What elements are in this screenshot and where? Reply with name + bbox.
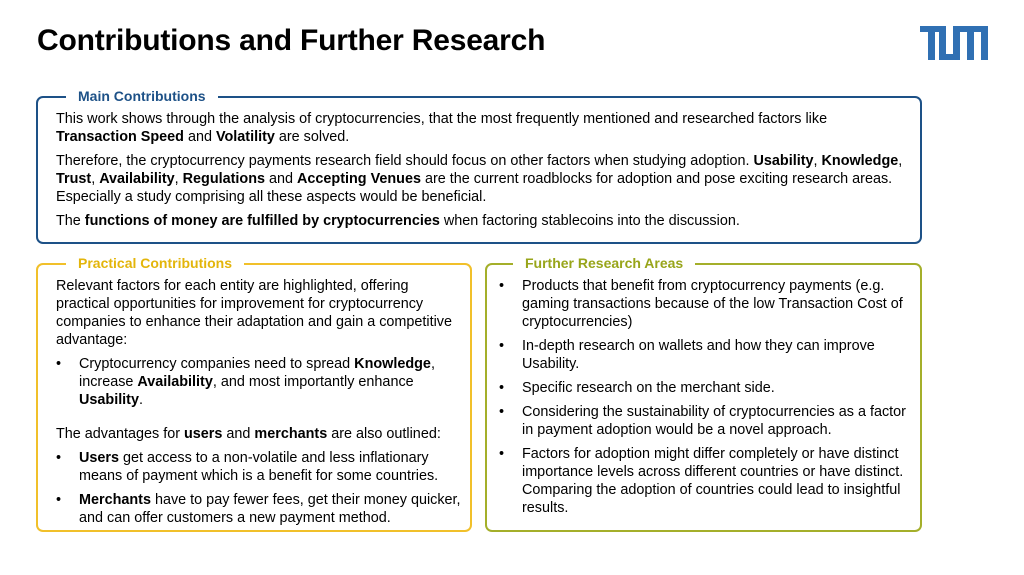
practical-list-2 (56, 449, 466, 527)
tum-logo (920, 26, 988, 65)
list-item (499, 277, 917, 331)
keyword: merchants (254, 426, 328, 442)
list-item (499, 379, 917, 397)
keyword: users (184, 426, 223, 442)
text: , increase (79, 356, 435, 390)
text: when factoring stablecoins into the discussion. (439, 213, 740, 229)
bullet-icon: • (56, 492, 62, 508)
text: Cryptocurrency companies need to spread (79, 356, 355, 372)
keyword: Transaction Speed (56, 129, 184, 145)
text: Factors for adoption might differ completely or have distinct importance levels across different countries or have distinct. Comparing the adoption of countries could lead to insightful results. (522, 446, 904, 516)
text: . (138, 392, 143, 408)
practical-contributions-box (36, 255, 472, 532)
list-item (499, 445, 917, 517)
text: get access to a non-volatile and less inflationary means of payment which is a benefit for some countries. (79, 450, 439, 484)
keyword: Availability (137, 374, 213, 390)
text: Specific research on the merchant side. (522, 380, 775, 396)
text: and (183, 129, 216, 145)
keyword: Usability (79, 392, 139, 408)
list-item (499, 403, 917, 439)
tum-logo-icon (920, 26, 988, 60)
text: are solved. (274, 129, 350, 145)
keyword: Regulations (182, 171, 265, 187)
main-paragraph-2 (56, 152, 906, 206)
further-research-label: Further Research Areas (513, 253, 695, 273)
main-paragraph-3 (56, 212, 906, 230)
keyword: Trust (56, 171, 92, 187)
list-item (499, 337, 917, 373)
practical-intro: Relevant factors for each entity are highlighted, offering practical opportunities for improvement for cryptocurrency companies to enhance their adaptation and gain a competitive advantage: (56, 278, 453, 348)
keyword: Volatility (215, 129, 275, 145)
keyword: Accepting Venues (297, 171, 421, 187)
bullet-icon: • (499, 446, 505, 462)
list-item (56, 355, 466, 409)
keyword: functions of money are fulfilled by cryptocurrencies (84, 213, 440, 229)
text: In-depth research on wallets and how they can improve Usability. (522, 338, 875, 372)
practical-list-1 (56, 355, 466, 409)
text: Therefore, the cryptocurrency payments research field should focus on other factors when studying adoption. (56, 153, 754, 169)
practical-contributions-label: Practical Contributions (66, 253, 244, 273)
text: The advantages for (56, 426, 184, 442)
bullet-icon: • (499, 278, 505, 294)
bullet-icon: • (56, 356, 62, 372)
keyword: Merchants (79, 492, 151, 508)
keyword: Knowledge (821, 153, 899, 169)
further-research-body (499, 277, 917, 523)
text: , and most importantly enhance (212, 374, 414, 390)
further-research-box (485, 255, 922, 532)
main-paragraph-1 (56, 110, 906, 146)
bullet-icon: • (499, 338, 505, 354)
text: The (56, 213, 85, 229)
text: are also outlined: (327, 426, 441, 442)
text: and (222, 426, 255, 442)
further-research-list (499, 277, 917, 517)
text: are the current roadblocks for adoption and pose exciting research areas. Especially a study comprising all these aspects would be beneficial. (56, 171, 893, 205)
main-contributions-label: Main Contributions (66, 86, 218, 106)
text: Products that benefit from cryptocurrency payments (e.g. gaming transactions because of the low Transaction Cost of cryptocurrencies) (522, 278, 903, 330)
slide-title: Contributions and Further Research (37, 24, 546, 57)
bullet-icon: • (56, 450, 62, 466)
keyword: Usability (753, 153, 814, 169)
text: , (91, 171, 100, 187)
text: , (813, 153, 822, 169)
keyword: Knowledge (354, 356, 431, 372)
main-contributions-body (56, 110, 906, 236)
text: This work shows through the analysis of cryptocurrencies, that the most frequently mentioned and researched factors like (56, 111, 828, 127)
text: , (174, 171, 183, 187)
text: have to pay fewer fees, get their money quicker, and can offer customers a new payment method. (79, 492, 461, 526)
list-item (56, 491, 466, 527)
keyword: Availability (99, 171, 175, 187)
practical-advantages (56, 425, 466, 443)
main-contributions-box (36, 88, 922, 244)
text: Considering the sustainability of cryptocurrencies as a factor in payment adoption would be a novel approach. (522, 404, 906, 438)
bullet-icon: • (499, 404, 505, 420)
text: , (898, 153, 903, 169)
text: and (265, 171, 298, 187)
bullet-icon: • (499, 380, 505, 396)
keyword: Users (79, 450, 120, 466)
practical-contributions-body (56, 277, 466, 533)
list-item (56, 449, 466, 485)
